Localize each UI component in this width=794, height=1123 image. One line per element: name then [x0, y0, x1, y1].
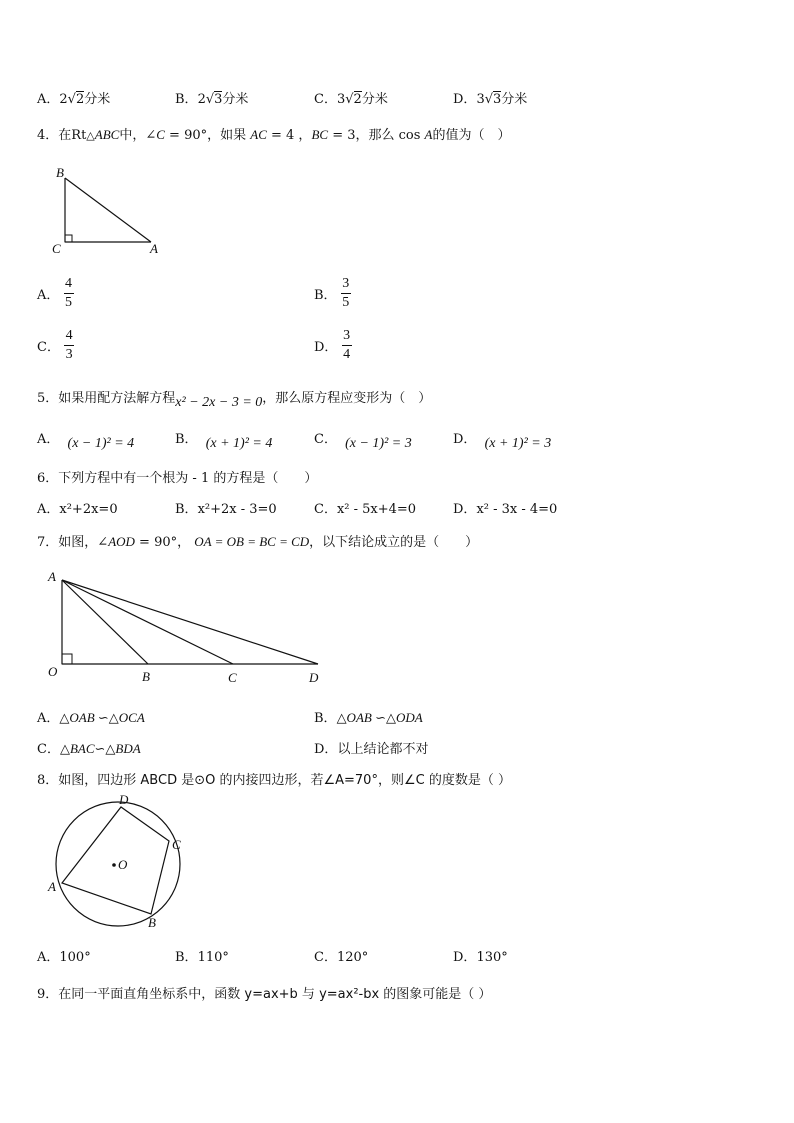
- q4-triangle-figure: [45, 162, 175, 258]
- point-label-b: B: [142, 669, 150, 684]
- coefficient: 2: [197, 92, 206, 107]
- inscribed-quadrilateral: [62, 807, 169, 914]
- option-expr: x²+2x=0: [59, 502, 118, 517]
- radicand: 2: [75, 92, 85, 107]
- question-6-stem: [37, 467, 317, 486]
- question-number: 4．: [37, 128, 59, 143]
- q5-option-a: [37, 428, 135, 451]
- vertex-label-c: C: [52, 241, 61, 256]
- q8-circle-figure: [44, 794, 194, 930]
- q5-option-c: [314, 428, 412, 451]
- vertex-label-a: A: [48, 879, 56, 894]
- denominator: 5: [65, 295, 73, 310]
- option-label: C．: [314, 432, 337, 447]
- option-label: C．: [37, 340, 60, 355]
- math-var: BC: [311, 127, 329, 142]
- radicand: 3: [493, 92, 502, 107]
- option-expr: (x + 1)² = 3: [484, 436, 552, 451]
- option-label: A．: [37, 950, 60, 965]
- numerator: 3: [342, 276, 350, 291]
- stem-text: 如图，∠: [58, 535, 109, 550]
- q4-option-c: [37, 328, 74, 363]
- q8-option-a: [37, 946, 91, 965]
- q7-option-b: [314, 707, 423, 726]
- sqrt-icon: √: [205, 92, 215, 107]
- unit: 分米: [501, 92, 528, 107]
- stem-text: ，以下结论成立的是（ ）: [309, 535, 479, 550]
- question-9-stem: [37, 983, 491, 1002]
- option-expr: △OAB ∽△ODA: [336, 710, 423, 725]
- triangle-symbol: △: [86, 129, 95, 142]
- math-var: C: [156, 127, 165, 142]
- center-point-icon: [112, 863, 116, 867]
- question-5-stem: [37, 387, 432, 410]
- fraction-bar: [64, 345, 74, 346]
- point-label-d: D: [309, 670, 319, 685]
- q4-option-a: [37, 276, 74, 311]
- question-number: 8．: [37, 773, 59, 788]
- fraction: [64, 276, 74, 311]
- stem-text: ，那么原方程应变形为（ ）: [262, 391, 432, 406]
- question-number: 6．: [37, 471, 59, 486]
- option-label: B．: [175, 92, 198, 107]
- option-label: C．: [314, 92, 337, 107]
- denominator: 3: [65, 347, 73, 362]
- option-label: D．: [453, 432, 477, 447]
- stem-text: 下列方程中有一个根为 - 1 的方程是（ ）: [58, 471, 318, 486]
- option-expr: 以上结论都不对: [337, 742, 429, 757]
- option-label: B．: [314, 288, 337, 303]
- q8-option-b: [175, 946, 229, 965]
- center-label-o: O: [118, 857, 128, 872]
- option-label: D．: [453, 950, 477, 965]
- option-label: B．: [175, 950, 198, 965]
- sqrt-icon: √: [345, 92, 354, 107]
- option-expr: x² - 3x - 4=0: [476, 502, 558, 517]
- question-number: 5．: [37, 391, 59, 406]
- option-expr: 110°: [197, 950, 229, 965]
- option-expr: (x + 1)² = 4: [205, 436, 273, 451]
- denominator: 4: [343, 347, 351, 362]
- stem-text: 在同一平面直角坐标系中，函数 y=ax+b 与 y=ax²-bx 的图象可能是（ ）: [58, 987, 492, 1002]
- question-7-stem: [37, 531, 478, 550]
- math-var: A: [424, 127, 433, 142]
- fraction-bar: [341, 293, 351, 294]
- unit: 分米: [222, 92, 249, 107]
- option-label: C．: [314, 502, 337, 517]
- right-angle-icon: [62, 654, 72, 664]
- question-4-stem: [37, 124, 511, 143]
- numerator: 3: [343, 328, 351, 343]
- radicand: 3: [214, 92, 223, 107]
- option-expr: x² - 5x+4=0: [336, 502, 417, 517]
- option-expr: x²+2x - 3=0: [197, 502, 277, 517]
- vertex-label-b: B: [148, 915, 156, 930]
- question-8-stem: [37, 769, 511, 788]
- option-expr: (x − 1)² = 3: [345, 436, 412, 451]
- stem-text: 在Rt: [58, 128, 87, 143]
- option-label: A．: [37, 502, 60, 517]
- option-label: A．: [37, 711, 60, 726]
- coefficient: 3: [476, 92, 485, 107]
- stem-text: = 3，那么 cos: [328, 128, 425, 143]
- point-label-o: O: [48, 664, 58, 679]
- q6-option-d: [453, 498, 557, 517]
- option-label: A．: [37, 92, 60, 107]
- right-angle-icon: [65, 235, 72, 242]
- option-label: D．: [453, 502, 477, 517]
- option-label: B．: [175, 432, 198, 447]
- radicand: 2: [353, 92, 362, 107]
- fraction: [341, 276, 351, 311]
- question-number: 7．: [37, 535, 59, 550]
- stem-text: 中，∠: [119, 128, 157, 143]
- sqrt-icon: √: [484, 92, 494, 107]
- math-var: AC: [250, 127, 267, 142]
- option-label: D．: [453, 92, 477, 107]
- q7-option-c: [37, 738, 141, 757]
- q4-option-b: [314, 276, 351, 311]
- coefficient: 2: [59, 92, 68, 107]
- option-label: A．: [37, 432, 60, 447]
- math-equalities: OA = OB = BC = CD: [194, 534, 310, 549]
- q3-option-a: [37, 88, 110, 107]
- sqrt-icon: √: [67, 92, 76, 107]
- option-expr: 100°: [59, 950, 91, 965]
- option-expr: 120°: [336, 950, 369, 965]
- q5-option-d: [453, 428, 552, 451]
- option-label: C．: [37, 742, 60, 757]
- point-label-c: C: [228, 670, 237, 685]
- option-expr: 130°: [476, 950, 508, 965]
- option-label: B．: [314, 711, 337, 726]
- vertex-label-d: D: [119, 794, 129, 807]
- q6-option-b: [175, 498, 277, 517]
- question-number: 9．: [37, 987, 59, 1002]
- point-label-a: A: [48, 569, 56, 584]
- stem-text: = 4 ，: [266, 128, 312, 143]
- segment-ab: [62, 580, 148, 664]
- q7-triangle-figure: [42, 566, 332, 688]
- q6-option-a: [37, 498, 118, 517]
- unit: 分米: [84, 92, 111, 107]
- numerator: 4: [65, 276, 73, 291]
- math-var: AOD: [108, 534, 135, 549]
- fraction-bar: [64, 293, 74, 294]
- stem-text: 的值为（ ）: [432, 128, 511, 143]
- stem-text: = 90°，如果: [164, 128, 251, 143]
- option-label: A．: [37, 288, 60, 303]
- vertex-label-b: B: [56, 165, 64, 180]
- option-expr: △OAB ∽△OCA: [59, 710, 145, 725]
- stem-text: 如果用配方法解方程: [58, 391, 176, 406]
- unit: 分米: [361, 92, 388, 107]
- option-label: D．: [314, 340, 338, 355]
- option-expr: △BAC∽△BDA: [59, 741, 141, 756]
- side-ab: [65, 178, 151, 242]
- coefficient: 3: [336, 92, 346, 107]
- q5-option-b: [175, 428, 273, 451]
- q3-option-b: [175, 88, 248, 107]
- q7-option-a: [37, 707, 145, 726]
- q6-option-c: [314, 498, 416, 517]
- denominator: 5: [342, 295, 350, 310]
- q8-option-d: [453, 946, 508, 965]
- q8-option-c: [314, 946, 368, 965]
- fraction: [64, 328, 74, 363]
- stem-text: = 90°，: [134, 535, 195, 550]
- q4-option-d: [314, 328, 352, 363]
- option-expr: (x − 1)² = 4: [67, 436, 135, 451]
- q3-option-c: [314, 88, 388, 107]
- option-label: B．: [175, 502, 198, 517]
- q7-option-d: [314, 738, 428, 757]
- segment-ad: [62, 580, 318, 664]
- fraction: [342, 328, 352, 363]
- math-var: ABC: [94, 127, 120, 142]
- q3-option-d: [453, 88, 527, 107]
- vertex-label-a: A: [150, 241, 158, 256]
- segment-ac: [62, 580, 233, 664]
- option-label: C．: [314, 950, 337, 965]
- equation: x² − 2x − 3 = 0: [175, 395, 263, 410]
- vertex-label-c: C: [172, 837, 181, 852]
- option-label: D．: [314, 742, 338, 757]
- numerator: 4: [65, 328, 73, 343]
- fraction-bar: [342, 345, 352, 346]
- stem-text: 如图，四边形 ABCD 是⊙O 的内接四边形，若∠A=70°，则∠C 的度数是（ ）: [58, 773, 511, 788]
